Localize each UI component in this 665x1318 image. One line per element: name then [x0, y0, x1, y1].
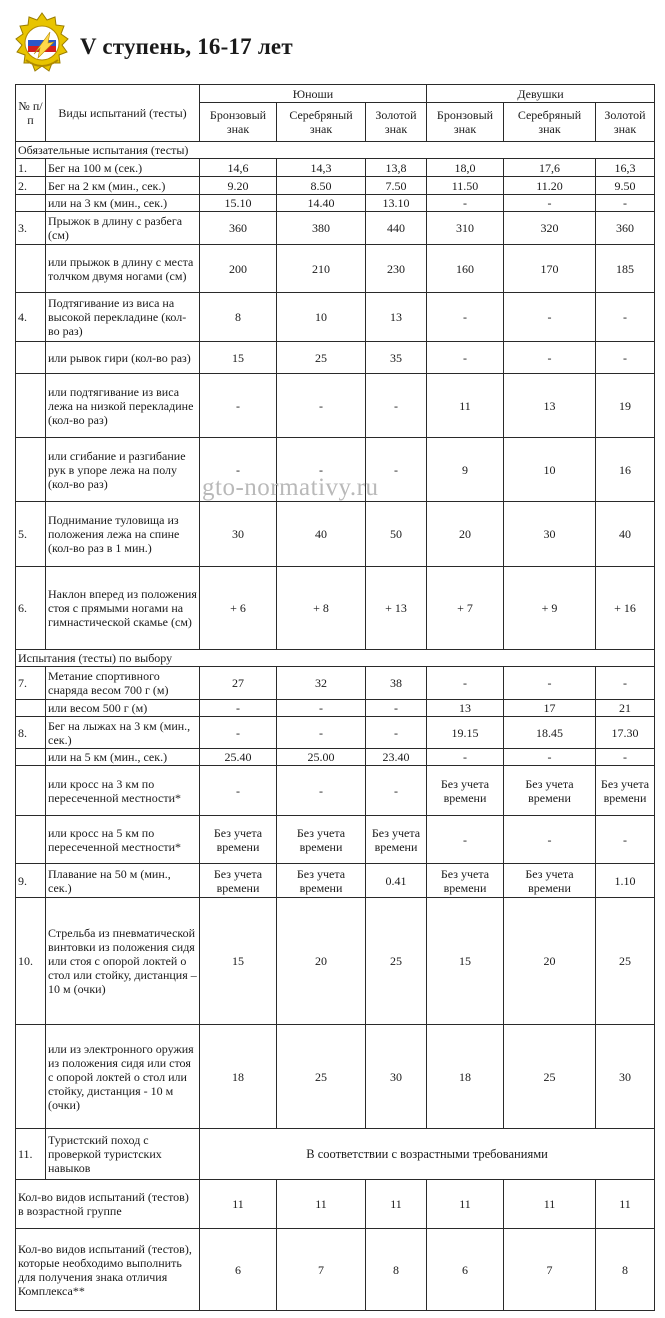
norm-value: 20	[504, 898, 596, 1025]
norm-value: -	[277, 374, 366, 438]
test-name: Бег на лыжах на 3 км (мин., сек.)	[46, 717, 200, 749]
norm-value: 7.50	[366, 177, 427, 195]
norm-value: 40	[277, 502, 366, 567]
table-row	[16, 245, 655, 293]
norm-value: -	[427, 816, 504, 864]
norm-value: Без учета времени	[200, 864, 277, 898]
test-name: или на 3 км (мин., сек.)	[46, 195, 200, 212]
row-number	[16, 816, 46, 864]
norm-value: -	[504, 667, 596, 700]
norm-value: 8.50	[277, 177, 366, 195]
norm-value: 50	[366, 502, 427, 567]
norm-value: + 7	[427, 567, 504, 650]
totals-value: 6	[200, 1229, 277, 1311]
norm-value: -	[366, 438, 427, 502]
norm-value: 16	[596, 438, 655, 502]
norm-value: 18	[200, 1025, 277, 1129]
norm-value: 15	[200, 342, 277, 374]
norm-value: 19	[596, 374, 655, 438]
table-row	[16, 212, 655, 245]
table-row	[16, 667, 655, 700]
norm-value: 210	[277, 245, 366, 293]
row-number: 3.	[16, 212, 46, 245]
norm-value: -	[277, 717, 366, 749]
norm-value: 14.40	[277, 195, 366, 212]
section-heading: Испытания (тесты) по выбору	[16, 650, 655, 667]
totals-value: 7	[504, 1229, 596, 1311]
row-number: 6.	[16, 567, 46, 650]
row-number: 7.	[16, 667, 46, 700]
norm-value: -	[596, 342, 655, 374]
test-name: или прыжок в длину с места толчком двумя ногами (см)	[46, 245, 200, 293]
norm-value: 15	[200, 898, 277, 1025]
norm-value: 9.50	[596, 177, 655, 195]
totals-value: 8	[596, 1229, 655, 1311]
norm-value: 17.30	[596, 717, 655, 749]
norm-value: Без учета времени	[504, 864, 596, 898]
table-row	[16, 816, 655, 864]
norm-value: 10	[504, 438, 596, 502]
row-number: 10.	[16, 898, 46, 1025]
row-number	[16, 700, 46, 717]
norm-value: -	[200, 700, 277, 717]
norm-value: -	[277, 700, 366, 717]
test-name: или сгибание и разгибание рук в упоре лежа на полу (кол-во раз)	[46, 438, 200, 502]
norm-value: 15	[427, 898, 504, 1025]
norm-value: + 8	[277, 567, 366, 650]
page-header	[0, 0, 665, 84]
norm-value: 9	[427, 438, 504, 502]
row-number	[16, 766, 46, 816]
norm-value: -	[427, 195, 504, 212]
norm-value: -	[504, 342, 596, 374]
totals-label: Кол-во видов испытаний (тестов) в возрастной группе	[16, 1180, 200, 1229]
norm-value: 13	[427, 700, 504, 717]
row-number	[16, 1025, 46, 1129]
norm-value: Без учета времени	[596, 766, 655, 816]
test-name: Бег на 2 км (мин., сек.)	[46, 177, 200, 195]
table-row	[16, 195, 655, 212]
table-row	[16, 374, 655, 438]
test-name: Туристский поход с проверкой туристских навыков	[46, 1129, 200, 1180]
norm-value: 1.10	[596, 864, 655, 898]
col-header-silver: Серебряный знак	[504, 103, 596, 142]
norm-value: -	[200, 717, 277, 749]
col-header-girls: Девушки	[427, 85, 655, 103]
table-row	[16, 293, 655, 342]
norm-value: 25	[504, 1025, 596, 1129]
norm-value: 21	[596, 700, 655, 717]
norm-value: 8	[200, 293, 277, 342]
norm-value: -	[504, 816, 596, 864]
totals-row	[16, 1180, 655, 1229]
row-number	[16, 342, 46, 374]
norm-value: 25	[277, 342, 366, 374]
norm-value: 17	[504, 700, 596, 717]
norm-value: 17,6	[504, 159, 596, 177]
totals-value: 7	[277, 1229, 366, 1311]
norm-value: -	[277, 766, 366, 816]
norm-value: 13.10	[366, 195, 427, 212]
norm-value: -	[427, 749, 504, 766]
row-number: 2.	[16, 177, 46, 195]
norm-value: 13	[504, 374, 596, 438]
test-name: или рывок гири (кол-во раз)	[46, 342, 200, 374]
norm-value: -	[504, 293, 596, 342]
norm-value: 20	[277, 898, 366, 1025]
norm-value: -	[596, 749, 655, 766]
norm-value: 16,3	[596, 159, 655, 177]
test-name: Подтягивание из виса на высокой перекладине (кол-во раз)	[46, 293, 200, 342]
table-row	[16, 502, 655, 567]
row-number: 1.	[16, 159, 46, 177]
norm-value: 11.20	[504, 177, 596, 195]
norm-value: + 9	[504, 567, 596, 650]
norm-value: 18	[427, 1025, 504, 1129]
norm-value: 11.50	[427, 177, 504, 195]
norm-value: -	[200, 374, 277, 438]
norm-value: -	[596, 667, 655, 700]
norm-value: 360	[596, 212, 655, 245]
norm-value: Без учета времени	[427, 766, 504, 816]
watermark: gto-normativy.ru	[202, 474, 379, 501]
norm-value: 18,0	[427, 159, 504, 177]
row-number: 8.	[16, 717, 46, 749]
norm-value: 20	[427, 502, 504, 567]
norm-value: -	[366, 700, 427, 717]
norm-value: -	[427, 293, 504, 342]
norm-value: 18.45	[504, 717, 596, 749]
norm-value: 38	[366, 667, 427, 700]
norm-value: 360	[200, 212, 277, 245]
norm-value: 185	[596, 245, 655, 293]
test-name: Прыжок в длину с разбега (см)	[46, 212, 200, 245]
totals-row	[16, 1229, 655, 1311]
norm-value: -	[504, 749, 596, 766]
col-header-gold: Золотой знак	[596, 103, 655, 142]
norm-value: + 16	[596, 567, 655, 650]
norm-value: 230	[366, 245, 427, 293]
norm-value: -	[596, 195, 655, 212]
norm-value: 310	[427, 212, 504, 245]
norm-value: 15.10	[200, 195, 277, 212]
totals-value: 6	[427, 1229, 504, 1311]
table-row	[16, 766, 655, 816]
table-row	[16, 159, 655, 177]
norm-value: 27	[200, 667, 277, 700]
totals-value: 11	[596, 1180, 655, 1229]
norm-value: 32	[277, 667, 366, 700]
norm-value: 10	[277, 293, 366, 342]
totals-value: 11	[200, 1180, 277, 1229]
gto-emblem-icon	[14, 12, 70, 78]
norm-value: -	[366, 717, 427, 749]
table-row	[16, 177, 655, 195]
test-name: или весом 500 г (м)	[46, 700, 200, 717]
norm-value: 0.41	[366, 864, 427, 898]
row-number: 9.	[16, 864, 46, 898]
tourism-requirement: В соответствии с возрастными требованиями	[200, 1129, 655, 1180]
norm-value: Без учета времени	[504, 766, 596, 816]
row-number: 11.	[16, 1129, 46, 1180]
norm-value: 9.20	[200, 177, 277, 195]
table-row	[16, 1025, 655, 1129]
norm-value: 30	[596, 1025, 655, 1129]
test-name: Наклон вперед из положения стоя с прямыми ногами на гимнастической скамье (см)	[46, 567, 200, 650]
col-header-gold: Золотой знак	[366, 103, 427, 142]
norm-value: 25.40	[200, 749, 277, 766]
section-heading: Обязательные испытания (тесты)	[16, 142, 655, 159]
norm-value: -	[596, 293, 655, 342]
totals-value: 11	[504, 1180, 596, 1229]
test-name: или из электронного оружия из положения сидя или стоя с опорой локтей о стол или стойку, дистанция - 10 м (очки)	[46, 1025, 200, 1129]
norm-value: 170	[504, 245, 596, 293]
norm-value: -	[366, 374, 427, 438]
table-row	[16, 567, 655, 650]
test-name: Плавание на 50 м (мин., сек.)	[46, 864, 200, 898]
col-header-num: № п/п	[16, 85, 46, 142]
norm-value: 30	[366, 1025, 427, 1129]
test-name: или кросс на 5 км по пересеченной местности*	[46, 816, 200, 864]
norm-value: 14,3	[277, 159, 366, 177]
norm-value: -	[200, 438, 277, 502]
table-row	[16, 717, 655, 749]
norm-value: Без учета времени	[277, 816, 366, 864]
table-row	[16, 898, 655, 1025]
norm-value: 320	[504, 212, 596, 245]
norm-value: -	[427, 667, 504, 700]
norm-value: 440	[366, 212, 427, 245]
norm-value: 30	[200, 502, 277, 567]
col-header-bronze: Бронзовый знак	[200, 103, 277, 142]
test-name: Метание спортивного снаряда весом 700 г (м)	[46, 667, 200, 700]
row-number	[16, 195, 46, 212]
norm-value: + 6	[200, 567, 277, 650]
norm-value: 30	[504, 502, 596, 567]
norm-value: Без учета времени	[277, 864, 366, 898]
norm-value: 14,6	[200, 159, 277, 177]
table-row	[16, 1129, 655, 1180]
norm-value: 23.40	[366, 749, 427, 766]
table-row	[16, 700, 655, 717]
test-name: Поднимание туловища из положения лежа на спине (кол-во раз в 1 мин.)	[46, 502, 200, 567]
totals-value: 11	[427, 1180, 504, 1229]
norm-value: 200	[200, 245, 277, 293]
totals-label: Кол-во видов испытаний (тестов), которые необходимо выполнить для получения знака отличия Комплекса**	[16, 1229, 200, 1311]
norm-value: 40	[596, 502, 655, 567]
row-number	[16, 438, 46, 502]
totals-value: 8	[366, 1229, 427, 1311]
norm-value: 25	[366, 898, 427, 1025]
test-name: или кросс на 3 км по пересеченной местности*	[46, 766, 200, 816]
test-name: Стрельба из пневматической винтовки из положения сидя или стоя с опорой локтей о стол или стойку, дистанция – 10 м (очки)	[46, 898, 200, 1025]
row-number	[16, 374, 46, 438]
row-number: 5.	[16, 502, 46, 567]
norm-value: 11	[427, 374, 504, 438]
row-number	[16, 749, 46, 766]
norm-value: 380	[277, 212, 366, 245]
totals-value: 11	[277, 1180, 366, 1229]
norm-value: 13	[366, 293, 427, 342]
totals-value: 11	[366, 1180, 427, 1229]
norm-value: -	[200, 766, 277, 816]
norm-value: 19.15	[427, 717, 504, 749]
col-header-boys: Юноши	[200, 85, 427, 103]
row-number: 4.	[16, 293, 46, 342]
norm-value: -	[504, 195, 596, 212]
norm-value: 13,8	[366, 159, 427, 177]
table-row	[16, 342, 655, 374]
test-name: или подтягивание из виса лежа на низкой перекладине (кол-во раз)	[46, 374, 200, 438]
norm-value: 25	[596, 898, 655, 1025]
test-name: Бег на 100 м (сек.)	[46, 159, 200, 177]
norm-value: + 13	[366, 567, 427, 650]
table-row	[16, 749, 655, 766]
norm-value: -	[277, 438, 366, 502]
norm-value: 25	[277, 1025, 366, 1129]
norm-value: 35	[366, 342, 427, 374]
table-row	[16, 864, 655, 898]
norm-value: Без учета времени	[427, 864, 504, 898]
col-header-tests: Виды испытаний (тесты)	[46, 85, 200, 142]
norm-value: Без учета времени	[200, 816, 277, 864]
norm-value: -	[427, 342, 504, 374]
norm-value: 160	[427, 245, 504, 293]
norm-value: -	[366, 766, 427, 816]
norms-table	[15, 84, 655, 1311]
norm-value: 25.00	[277, 749, 366, 766]
norm-value: -	[596, 816, 655, 864]
test-name: или на 5 км (мин., сек.)	[46, 749, 200, 766]
page-title: V ступень, 16-17 лет	[80, 34, 293, 59]
norm-value: Без учета времени	[366, 816, 427, 864]
col-header-bronze: Бронзовый знак	[427, 103, 504, 142]
col-header-silver: Серебряный знак	[277, 103, 366, 142]
row-number	[16, 245, 46, 293]
